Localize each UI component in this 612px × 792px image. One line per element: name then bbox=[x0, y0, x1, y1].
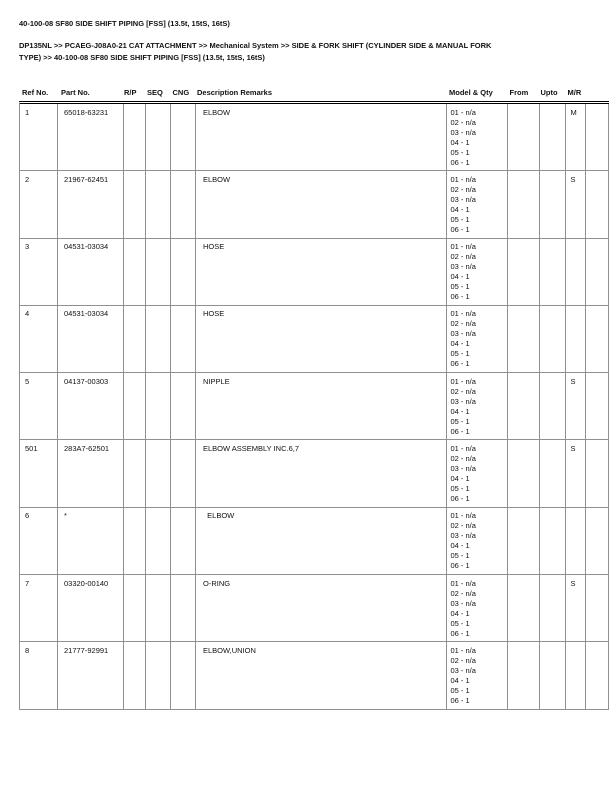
upto-cell bbox=[540, 575, 566, 641]
header-description: Description Remarks bbox=[197, 88, 273, 97]
model-qty-cell: 01 - n/a 02 - n/a 03 - n/a 04 - 1 05 - 1 06 - 1 bbox=[447, 440, 508, 506]
table-row bbox=[20, 373, 609, 440]
cng-cell bbox=[171, 171, 196, 237]
part-no-cell: 283A7-62501 bbox=[58, 440, 125, 506]
description-cell: ELBOW bbox=[196, 104, 447, 170]
cng-cell bbox=[171, 642, 196, 708]
description-cell: HOSE bbox=[196, 239, 447, 305]
header-upto: Upto bbox=[540, 88, 558, 97]
mr-cell bbox=[566, 239, 587, 305]
from-cell bbox=[508, 104, 541, 170]
from-cell bbox=[508, 508, 541, 574]
description-cell: ELBOW bbox=[196, 171, 447, 237]
from-cell bbox=[508, 642, 541, 708]
seq-cell bbox=[146, 306, 171, 372]
upto-cell bbox=[540, 171, 566, 237]
header-part-no: Part No. bbox=[61, 88, 90, 97]
ref-no-cell: 501 bbox=[20, 440, 58, 506]
part-no-cell: 04531-03034 bbox=[58, 306, 125, 372]
seq-cell bbox=[146, 373, 171, 439]
from-cell bbox=[508, 575, 541, 641]
part-no-cell: 21967-62451 bbox=[58, 171, 125, 237]
header-mr: M/R bbox=[567, 88, 582, 97]
mr-cell: S bbox=[566, 373, 587, 439]
seq-cell bbox=[146, 104, 171, 170]
rp-cell bbox=[124, 171, 146, 237]
upto-cell bbox=[540, 440, 566, 506]
table-row bbox=[20, 306, 609, 373]
table-row bbox=[20, 642, 609, 709]
seq-cell bbox=[146, 575, 171, 641]
description-cell: ELBOW,UNION bbox=[196, 642, 447, 708]
spacer-cell bbox=[586, 171, 609, 237]
mr-cell bbox=[566, 642, 587, 708]
mr-cell: M bbox=[566, 104, 587, 170]
cng-cell bbox=[171, 508, 196, 574]
table-row bbox=[20, 508, 609, 575]
rp-cell bbox=[124, 306, 146, 372]
model-qty-cell: 01 - n/a 02 - n/a 03 - n/a 04 - 1 05 - 1 06 - 1 bbox=[447, 239, 508, 305]
model-qty-cell: 01 - n/a 02 - n/a 03 - n/a 04 - 1 05 - 1 06 - 1 bbox=[447, 104, 508, 170]
upto-cell bbox=[540, 104, 566, 170]
from-cell bbox=[508, 171, 541, 237]
ref-no-cell: 8 bbox=[20, 642, 58, 708]
model-qty-cell: 01 - n/a 02 - n/a 03 - n/a 04 - 1 05 - 1 06 - 1 bbox=[447, 373, 508, 439]
rp-cell bbox=[124, 642, 146, 708]
cng-cell bbox=[171, 306, 196, 372]
cng-cell bbox=[171, 575, 196, 641]
model-qty-cell: 01 - n/a 02 - n/a 03 - n/a 04 - 1 05 - 1 06 - 1 bbox=[447, 508, 508, 574]
from-cell bbox=[508, 373, 541, 439]
page-title: 40-100-08 SF80 SIDE SHIFT PIPING [FSS] (13.5t, 15tS, 16tS) bbox=[19, 19, 230, 28]
description-cell: NIPPLE bbox=[196, 373, 447, 439]
model-qty-cell: 01 - n/a 02 - n/a 03 - n/a 04 - 1 05 - 1 06 - 1 bbox=[447, 642, 508, 708]
table-row bbox=[20, 575, 609, 642]
ref-no-cell: 5 bbox=[20, 373, 58, 439]
breadcrumb-line-2: TYPE) >> 40-100-08 SF80 SIDE SHIFT PIPING [FSS] (13.5t, 15tS, 16tS) bbox=[19, 52, 265, 62]
rp-cell bbox=[124, 575, 146, 641]
upto-cell bbox=[540, 306, 566, 372]
description-cell: O-RING bbox=[196, 575, 447, 641]
breadcrumb-line-1: DP135NL >> PCAEG-J08A0-21 CAT ATTACHMENT >> Mechanical System >> SIDE & FORK SHIFT (CYLINDER SIDE & MANUAL FORK bbox=[19, 41, 492, 50]
seq-cell bbox=[146, 171, 171, 237]
table-header-row bbox=[19, 84, 609, 101]
model-qty-cell: 01 - n/a 02 - n/a 03 - n/a 04 - 1 05 - 1 06 - 1 bbox=[447, 306, 508, 372]
header-cng: CNG bbox=[172, 88, 190, 97]
mr-cell: S bbox=[566, 171, 587, 237]
rp-cell bbox=[124, 508, 146, 574]
cng-cell bbox=[171, 440, 196, 506]
cng-cell bbox=[171, 104, 196, 170]
seq-cell bbox=[146, 239, 171, 305]
table-row bbox=[20, 440, 609, 507]
mr-cell bbox=[566, 508, 587, 574]
spacer-cell bbox=[586, 239, 609, 305]
header-seq: SEQ bbox=[147, 88, 163, 97]
spacer-cell bbox=[586, 508, 609, 574]
parts-table bbox=[19, 84, 609, 710]
part-no-cell: 21777-92991 bbox=[58, 642, 125, 708]
header-from: From bbox=[509, 88, 529, 97]
header-ref-no: Ref No. bbox=[22, 88, 49, 97]
spacer-cell bbox=[586, 440, 609, 506]
description-cell: HOSE bbox=[196, 306, 447, 372]
ref-no-cell: 2 bbox=[20, 171, 58, 237]
ref-no-cell: 3 bbox=[20, 239, 58, 305]
ref-no-cell: 4 bbox=[20, 306, 58, 372]
seq-cell bbox=[146, 508, 171, 574]
upto-cell bbox=[540, 508, 566, 574]
cng-cell bbox=[171, 373, 196, 439]
rp-cell bbox=[124, 373, 146, 439]
rp-cell bbox=[124, 440, 146, 506]
part-no-cell: 04137-00303 bbox=[58, 373, 125, 439]
rp-cell bbox=[124, 239, 146, 305]
spacer-cell bbox=[586, 642, 609, 708]
upto-cell bbox=[540, 373, 566, 439]
seq-cell bbox=[146, 440, 171, 506]
header-rp: R/P bbox=[124, 88, 137, 97]
spacer-cell bbox=[586, 306, 609, 372]
mr-cell: S bbox=[566, 440, 587, 506]
from-cell bbox=[508, 440, 541, 506]
spacer-cell bbox=[586, 373, 609, 439]
model-qty-cell: 01 - n/a 02 - n/a 03 - n/a 04 - 1 05 - 1 06 - 1 bbox=[447, 575, 508, 641]
description-cell: ELBOW bbox=[196, 508, 447, 574]
ref-no-cell: 6 bbox=[20, 508, 58, 574]
table-row bbox=[20, 104, 609, 171]
model-qty-cell: 01 - n/a 02 - n/a 03 - n/a 04 - 1 05 - 1 06 - 1 bbox=[447, 171, 508, 237]
ref-no-cell: 7 bbox=[20, 575, 58, 641]
part-no-cell: * bbox=[58, 508, 125, 574]
table-body bbox=[19, 101, 609, 710]
ref-no-cell: 1 bbox=[20, 104, 58, 170]
breadcrumb bbox=[19, 40, 491, 63]
table-row bbox=[20, 171, 609, 238]
table-row bbox=[20, 239, 609, 306]
upto-cell bbox=[540, 642, 566, 708]
part-no-cell: 65018-63231 bbox=[58, 104, 125, 170]
from-cell bbox=[508, 306, 541, 372]
header-model-qty: Model & Qty bbox=[449, 88, 493, 97]
part-no-cell: 03320-00140 bbox=[58, 575, 125, 641]
from-cell bbox=[508, 239, 541, 305]
mr-cell: S bbox=[566, 575, 587, 641]
spacer-cell bbox=[586, 575, 609, 641]
seq-cell bbox=[146, 642, 171, 708]
cng-cell bbox=[171, 239, 196, 305]
description-cell: ELBOW ASSEMBLY INC.6,7 bbox=[196, 440, 447, 506]
spacer-cell bbox=[586, 104, 609, 170]
mr-cell bbox=[566, 306, 587, 372]
upto-cell bbox=[540, 239, 566, 305]
rp-cell bbox=[124, 104, 146, 170]
part-no-cell: 04531-03034 bbox=[58, 239, 125, 305]
